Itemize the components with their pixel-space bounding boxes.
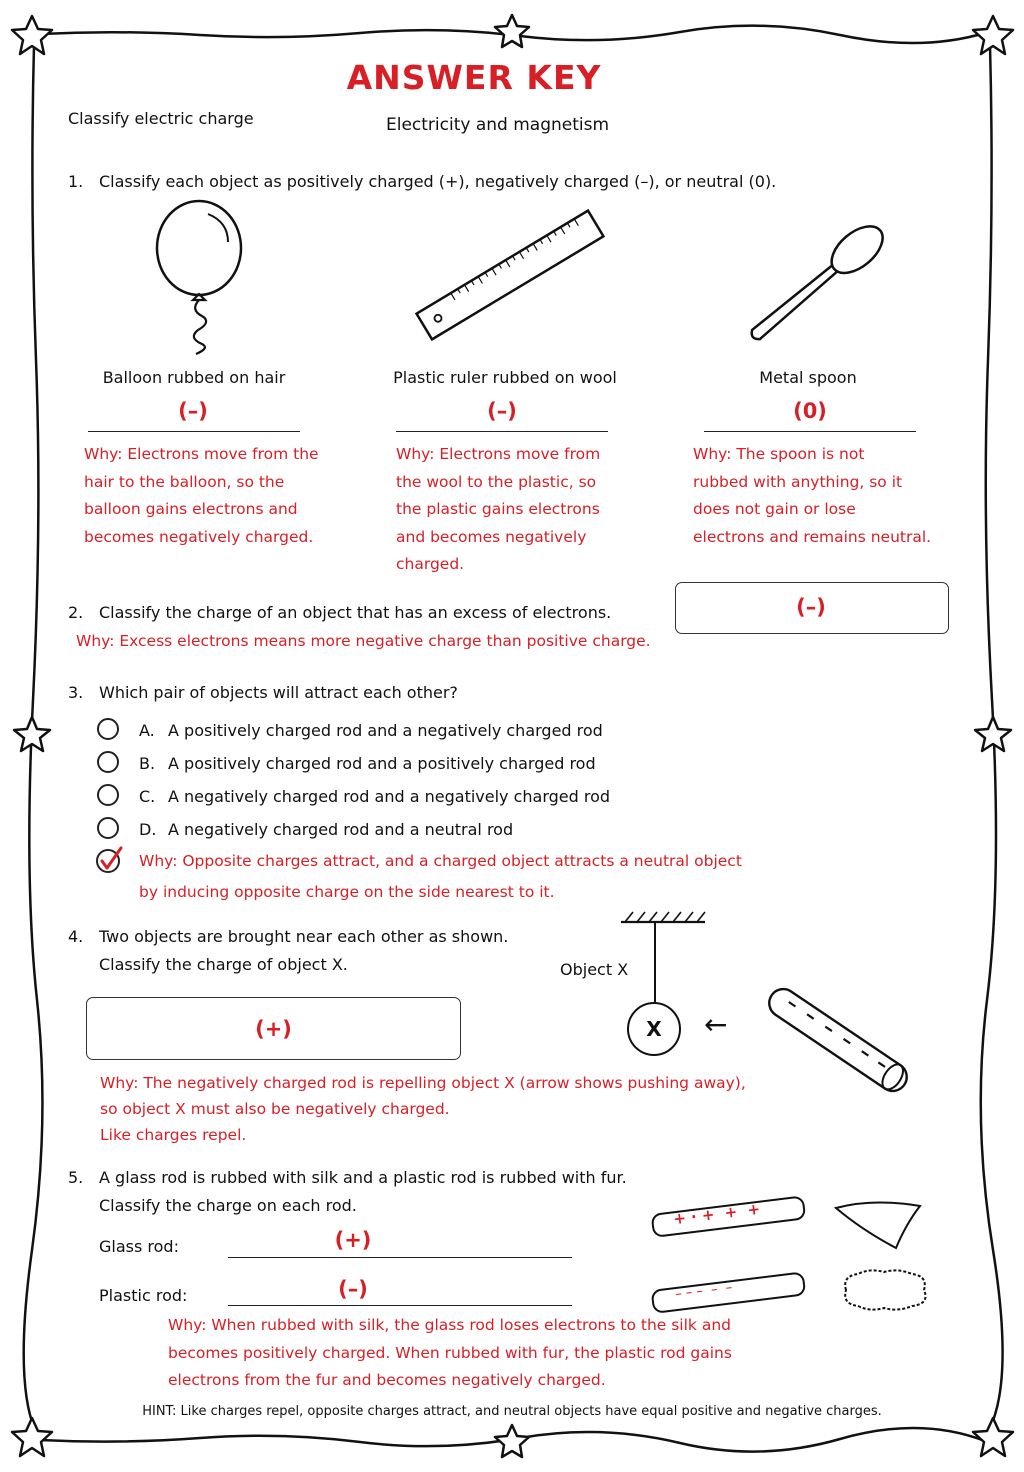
q5-why: Why: When rubbed with silk, the glass rod loses electrons to the silk and becomes positively charged. When rubbed with fur, the plastic rod gains electrons from the fur and becomes negatively charged. — [168, 1316, 732, 1389]
star-icon — [12, 1418, 52, 1456]
star-icon — [12, 16, 52, 54]
star-icon — [973, 1418, 1013, 1456]
star-icon — [973, 16, 1013, 54]
q4-answer: (+) — [255, 1017, 292, 1041]
q1-number: 1. — [68, 172, 84, 191]
q2-prompt: Classify the charge of an object that has an excess of electrons. — [99, 603, 612, 622]
ruler-answer: (–) — [487, 399, 517, 423]
arrow-left-icon: ← — [704, 1008, 728, 1041]
page-title: ANSWER KEY — [346, 58, 602, 97]
q3-why: Why: Opposite charges attract, and a charged object attracts a neutral object by inducing opposite charge on the side nearest to it. — [139, 852, 742, 901]
balloon-label: Balloon rubbed on hair — [102, 368, 286, 387]
q5-prompt-1: A glass rod is rubbed with silk and a plastic rod is rubbed with fur. — [99, 1168, 627, 1187]
plastic-rod-answer-line — [228, 1305, 572, 1306]
glass-rod-answer-line — [228, 1257, 572, 1258]
option-d-radio[interactable] — [97, 817, 119, 839]
plastic-rod-signs: – – – – – — [674, 1280, 734, 1303]
q2-answer: (–) — [796, 595, 826, 619]
q5-prompt-2: Classify the charge on each rod. — [99, 1196, 357, 1215]
q2-number: 2. — [68, 603, 84, 622]
topic-label: Classify electric charge — [68, 109, 254, 128]
plastic-rod-answer: (–) — [338, 1277, 368, 1301]
pendulum-support-icon — [615, 908, 715, 1018]
option-d-text: A negatively charged rod and a neutral rod — [168, 820, 514, 839]
object-x-label: Object X — [560, 960, 629, 979]
spoon-why: Why: The spoon is not rubbed with anything, so it does not gain or lose electrons and remains neutral. — [693, 445, 932, 546]
option-a-letter: A. — [139, 721, 155, 740]
balloon-answer: (–) — [178, 399, 208, 423]
q4-prompt-1: Two objects are brought near each other as shown. — [99, 927, 509, 946]
option-b-radio[interactable] — [97, 751, 119, 773]
glass-rod-label: Glass rod: — [99, 1237, 179, 1256]
subject-label: Electricity and magnetism — [386, 115, 610, 135]
option-c-text: A negatively charged rod and a negatively charged rod — [168, 787, 611, 806]
q3-number: 3. — [68, 683, 84, 702]
balloon-answer-line — [88, 431, 300, 432]
balloon-icon — [150, 200, 270, 360]
star-icon — [495, 1425, 529, 1457]
spoon-answer: (0) — [793, 399, 827, 423]
object-x-ball — [627, 1002, 681, 1056]
checkmark-icon — [95, 845, 129, 875]
q2-why: Why: Excess electrons means more negative charge than positive charge. — [76, 632, 651, 650]
fur-patch-icon — [836, 1266, 936, 1316]
ruler-why: Why: Electrons move from the wool to the plastic, so the plastic gains electrons and becomes negatively charged. — [396, 445, 601, 573]
option-c-letter: C. — [139, 787, 156, 806]
ruler-icon — [410, 210, 610, 350]
q3-prompt: Which pair of objects will attract each other? — [99, 683, 458, 702]
plastic-rod-label: Plastic rod: — [99, 1286, 188, 1305]
option-b-text: A positively charged rod and a positively charged rod — [168, 754, 596, 773]
balloon-why: Why: Electrons move from the hair to the balloon, so the balloon gains electrons and becomes negatively charged. — [84, 445, 319, 546]
ruler-label: Plastic ruler rubbed on wool — [393, 368, 617, 387]
hint-text: HINT: Like charges repel, opposite charges attract, and neutral objects have equal positive and negative charges. — [142, 1404, 882, 1419]
q1-prompt: Classify each object as positively charged (+), negatively charged (–), or neutral (0). — [99, 172, 777, 191]
option-a-text: A positively charged rod and a negatively charged rod — [168, 721, 603, 740]
spoon-icon — [730, 215, 900, 355]
object-x-ball-label: X — [646, 1017, 662, 1041]
q4-prompt-2: Classify the charge of object X. — [99, 955, 348, 974]
spoon-answer-line — [704, 431, 916, 432]
spoon-label: Metal spoon — [759, 368, 857, 387]
q4-number: 4. — [68, 927, 84, 946]
charged-rod-icon — [758, 980, 918, 1100]
option-b-letter: B. — [139, 754, 156, 773]
glass-rod-signs: + · + + + — [672, 1199, 762, 1229]
option-a-radio[interactable] — [97, 718, 119, 740]
silk-cloth-icon — [832, 1196, 932, 1256]
glass-rod-answer: (+) — [334, 1228, 372, 1252]
q4-why: Why: The negatively charged rod is repelling object X (arrow shows pushing away), so object X must also be negatively charged. Like charges repel. — [100, 1074, 746, 1144]
option-d-letter: D. — [139, 820, 157, 839]
star-icon — [495, 15, 529, 47]
option-c-radio[interactable] — [97, 784, 119, 806]
q5-number: 5. — [68, 1168, 84, 1187]
ruler-answer-line — [396, 431, 608, 432]
